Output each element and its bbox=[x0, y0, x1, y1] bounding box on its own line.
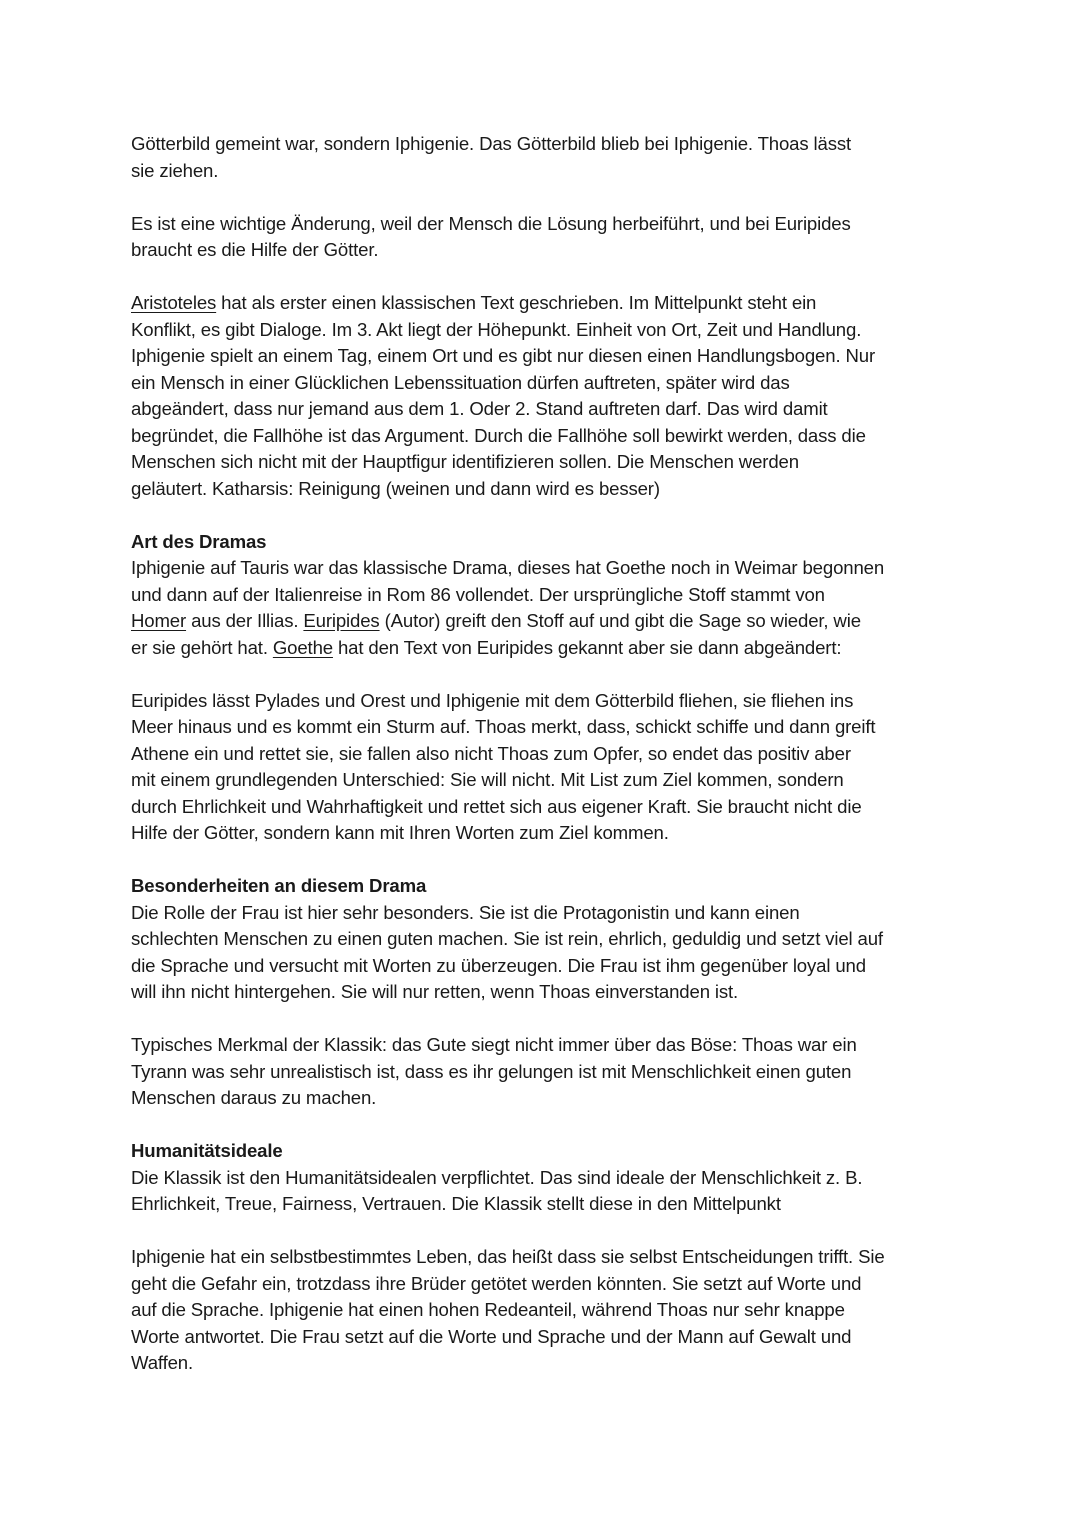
text-line: auf die Sprache. Iphigenie hat einen hohen Redeanteil, während Thoas nur sehr knappe bbox=[131, 1299, 845, 1320]
text-line: Menschen daraus zu machen. bbox=[131, 1087, 377, 1108]
text-line bbox=[131, 290, 961, 317]
text-line bbox=[131, 608, 961, 635]
text-line: abgeändert, dass nur jemand aus dem 1. Oder 2. Stand auftreten darf. Das wird damit bbox=[131, 398, 828, 419]
paragraph-euripides-version bbox=[131, 688, 961, 847]
text-run: (Autor) greift den Stoff auf und gibt die Sage so wieder, wie bbox=[379, 610, 861, 631]
text-line: Meer hinaus und es kommt ein Sturm auf. Thoas merkt, dass, schickt schiffe und dann greift bbox=[131, 716, 876, 737]
text-line: will ihn nicht hintergehen. Sie will nur retten, wenn Thoas einverstanden ist. bbox=[131, 981, 739, 1002]
text-line: Typisches Merkmal der Klassik: das Gute siegt nicht immer über das Böse: Thoas war ein bbox=[131, 1034, 857, 1055]
section-heading: Besonderheiten an diesem Drama bbox=[131, 875, 427, 896]
text-line: Worte antwortet. Die Frau setzt auf die Worte und Sprache und der Mann auf Gewalt und bbox=[131, 1325, 852, 1347]
document-page bbox=[131, 131, 961, 1403]
text-line: durch Ehrlichkeit und Wahrhaftigkeit und rettet sich aus eigener Kraft. Sie braucht nicht die bbox=[131, 795, 862, 817]
paragraph-aristoteles bbox=[131, 290, 961, 502]
text-line: Die Rolle der Frau ist hier sehr besonders. Sie ist die Protagonistin und kann einen bbox=[131, 901, 800, 923]
paragraph-goetterbild bbox=[131, 131, 961, 184]
text-line: sie ziehen. bbox=[131, 159, 219, 181]
section-humanitaetsideale bbox=[131, 1138, 961, 1218]
text-line: geläutert. Katharsis: Reinigung (weinen und dann wird es besser) bbox=[131, 477, 660, 499]
text-run: er sie gehört hat. bbox=[131, 636, 273, 658]
section-art-des-dramas bbox=[131, 529, 961, 662]
text-line: Götterbild gemeint war, sondern Iphigenie. Das Götterbild blieb bei Iphigenie. Thoas lässt bbox=[131, 133, 852, 154]
underlined-term-homer: Homer bbox=[131, 610, 187, 631]
text-line: schlechten Menschen zu einen guten machen. Sie ist rein, ehrlich, geduldig und setzt viel auf bbox=[131, 928, 883, 949]
text-line: Waffen. bbox=[131, 1352, 193, 1373]
text-run: hat als erster einen klassischen Text geschrieben. Im Mittelpunkt steht ein bbox=[216, 292, 817, 313]
text-line: Euripides lässt Pylades und Orest und Iphigenie mit dem Götterbild fliehen, sie fliehen ins bbox=[131, 689, 854, 711]
text-line: Ehrlichkeit, Treue, Fairness, Vertrauen. Die Klassik stellt diese in den Mittelpunkt bbox=[131, 1193, 781, 1214]
text-line: Hilfe der Götter, sondern kann mit Ihren Worten zum Ziel kommen. bbox=[131, 822, 669, 843]
underlined-term-goethe: Goethe bbox=[272, 636, 333, 658]
text-line: Iphigenie spielt an einem Tag, einem Ort und es gibt nur diesen einen Handlungsbogen. Nur bbox=[131, 345, 875, 366]
text-line: Konflikt, es gibt Dialoge. Im 3. Akt liegt der Höhepunkt. Einheit von Ort, Zeit und Handlung. bbox=[131, 318, 862, 340]
text-line: begründet, die Fallhöhe ist das Argument. Durch die Fallhöhe soll bewirkt werden, dass die bbox=[131, 424, 866, 446]
text-run: hat den Text von Euripides gekannt aber sie dann abgeändert: bbox=[332, 636, 842, 658]
text-line: Es ist eine wichtige Änderung, weil der Mensch die Lösung herbeiführt, und bei Euripides bbox=[131, 212, 851, 234]
text-line: Iphigenie hat ein selbstbestimmtes Leben, das heißt dass sie selbst Entscheidungen trifft. Sie bbox=[131, 1246, 885, 1267]
paragraph-selbstbestimmt bbox=[131, 1244, 961, 1377]
paragraph-aenderung bbox=[131, 211, 961, 264]
paragraph-typisches-merkmal bbox=[131, 1032, 961, 1112]
section-heading: Art des Dramas bbox=[131, 530, 267, 552]
text-line bbox=[131, 635, 961, 662]
section-heading: Humanitätsideale bbox=[131, 1140, 283, 1161]
text-run: aus der Illias. bbox=[186, 610, 304, 631]
text-line: Athene ein und rettet sie, sie fallen also nicht Thoas zum Opfer, so endet das positiv aber bbox=[131, 742, 851, 764]
text-line: mit einem grundlegenden Unterschied: Sie will nicht. Mit List zum Ziel kommen, sondern bbox=[131, 769, 844, 790]
underlined-term-aristoteles: Aristoteles bbox=[131, 292, 217, 313]
text-line: und dann auf der Italienreise in Rom 86 vollendet. Der ursprüngliche Stoff stammt von bbox=[131, 583, 825, 605]
text-line: Iphigenie auf Tauris war das klassische Drama, dieses hat Goethe noch in Weimar begonnen bbox=[131, 557, 885, 578]
underlined-term-euripides: Euripides bbox=[303, 610, 380, 631]
section-besonderheiten bbox=[131, 873, 961, 1006]
text-line: geht die Gefahr ein, trotzdass ihre Brüder getötet werden könnten. Sie setzt auf Worte und bbox=[131, 1272, 862, 1294]
text-line: Die Klassik ist den Humanitätsidealen verpflichtet. Das sind ideale der Menschlichkeit z. B. bbox=[131, 1166, 863, 1188]
text-line: Tyrann was sehr unrealistisch ist, dass es ihr gelungen ist mit Menschlichkeit einen guten bbox=[131, 1060, 852, 1082]
text-line: die Sprache und versucht mit Worten zu überzeugen. Die Frau ist ihm gegenüber loyal und bbox=[131, 954, 866, 976]
text-line: ein Mensch in einer Glücklichen Lebenssituation dürfen auftreten, später wird das bbox=[131, 371, 790, 393]
text-line: braucht es die Hilfe der Götter. bbox=[131, 239, 379, 260]
text-line: Menschen sich nicht mit der Hauptfigur identifizieren sollen. Die Menschen werden bbox=[131, 451, 799, 472]
